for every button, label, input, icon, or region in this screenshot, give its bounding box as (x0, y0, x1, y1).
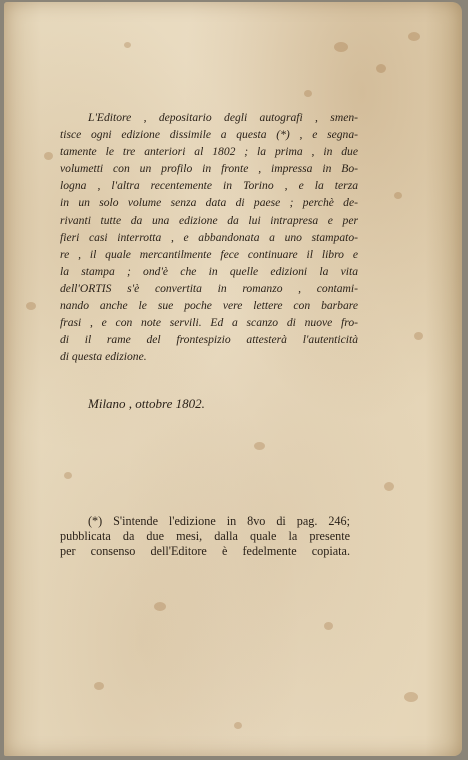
notice-line: di questa edizione. (60, 350, 147, 364)
editor-notice (60, 109, 358, 365)
dateline: Milano , ottobre 1802. (88, 396, 205, 411)
book-page (4, 2, 462, 756)
notice-line: frasi , e con note servili. Ed a scanzo di nuove fro- (60, 316, 358, 330)
notice-line: in un solo volume senza data di paese ; perchè de- (60, 196, 358, 210)
notice-line: la stampa ; ond'è che in quelle edizioni la vita (60, 264, 358, 278)
footnote-line: (*) S'intende l'edizione in 8vo di pag. 246; (88, 514, 350, 528)
notice-line: logna , l'altra recentemente in Torino , e la terza (60, 179, 358, 193)
notice-line: fieri casi interrotta , e abbandonata a uno stampato- (60, 230, 358, 244)
footnote (60, 514, 350, 559)
notice-line: tamente le tre anteriori al 1802 ; la prima , in due (60, 145, 358, 159)
notice-line: re , il quale mercantilmente fece continuare il libro e (60, 247, 358, 261)
notice-line: tisce ogni edizione dissimile a questa (*) , e segna- (60, 128, 358, 142)
notice-line: volumetti con un profilo in fronte , impressa in Bo- (60, 162, 358, 176)
footnote-line: pubblicata da due mesi, dalla quale la presente (60, 529, 350, 543)
notice-line: nando anche le sue poche vere lettere con barbare (60, 299, 358, 313)
footnote-line: per consenso dell'Editore è fedelmente copiata. (60, 544, 350, 558)
notice-line: L'Editore , depositario degli autografi , smen- (88, 111, 358, 124)
notice-line: rivanti tutte da una edizione da lui intrapresa e per (60, 213, 358, 227)
notice-line: dell'ORTIS s'è convertita in romanzo , contami- (60, 281, 358, 295)
notice-line: di il rame del frontespizio attesterà l'autenticità (60, 333, 358, 347)
